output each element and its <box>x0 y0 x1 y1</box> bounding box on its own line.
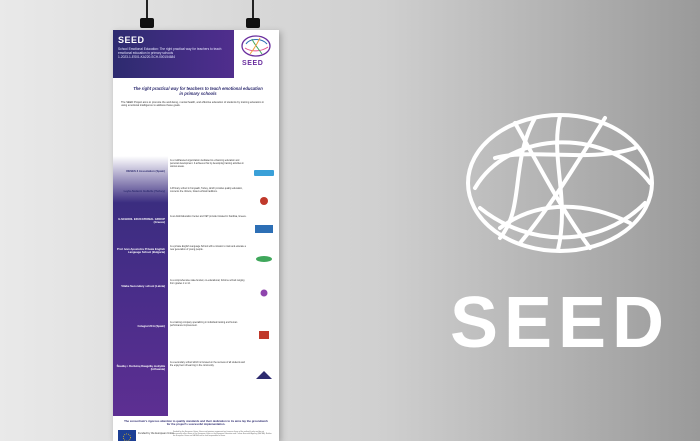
brand-logo-text: SEED <box>449 283 671 363</box>
partner-logo <box>253 221 275 231</box>
partner-description: Is an Adult Education Center and VET provider located in Karditsa, Greece. <box>170 216 247 218</box>
partner-logo <box>253 327 275 337</box>
poster-logo <box>234 30 279 78</box>
eu-flag-icon <box>118 430 136 441</box>
partner-logo <box>253 193 275 203</box>
partner-description: Is a comprehensive state-funded, co-educational, full-time school ranging from grades 1 to 12. <box>170 280 245 285</box>
brain-logo-icon <box>234 30 279 62</box>
partner-logo <box>253 367 275 377</box>
partner-name: Leyla Akdeniz Gullullu (Turkey) <box>123 189 165 193</box>
partner-logo <box>253 251 275 261</box>
partner-logo <box>253 285 275 295</box>
binder-clip-icon <box>140 0 154 30</box>
partner-description: Is a multifaceted organization dedicated to enhancing education and personal development. It achieves this by developing training activities in various areas. <box>170 160 244 168</box>
binder-clip-icon <box>246 0 260 30</box>
partner-description: Is a secondary school which is focused on the success of all students and the enjoyment of learning in the community. <box>170 362 245 367</box>
partner-name: DESES 3 Association (Spain) <box>126 169 165 173</box>
brain-logo-icon <box>440 88 680 278</box>
partner-name: Šiaulių r. Kuršėnų Daugėlių mokykla (Lithuania) <box>116 364 165 372</box>
poster-subtitle <box>118 47 228 59</box>
poster-intro: The SEED Project aims to promote the well-being, mental health, and effective education of students by training educators in using emotional intelligence to address these goals. <box>121 101 265 108</box>
eu-funding-label: Funded by the European Union <box>138 432 175 435</box>
project-id: 1-2023-1-ES01-KA220-SCH-000154684 <box>118 55 176 59</box>
partner-description: A Primary school in Konyaalti, Turkey, which provides quality education, concerns the citizens, fosters ethical traditions. <box>170 188 243 193</box>
partner-logo <box>253 165 275 175</box>
poster-footer-text: The consortium's rigorous attention to quality standards and their dedication to its aims lay the groundwork for the project's successful implementation. <box>124 419 268 427</box>
partner-name: Prof. Ivan Apostolov Private English Language School (Bulgaria) <box>116 247 165 255</box>
partner-description: Is a private English Language School with a mission to train and educate a new generation of young people. <box>170 246 246 251</box>
partner-name: E-SCHOOL EDUCATIONAL GROUP (Greece) <box>118 217 165 225</box>
partner-name: Vilabe Secondary school (Latvia) <box>121 284 165 288</box>
partner-description: Is a training company specializing in individual training and human performance improvement. <box>170 322 238 327</box>
poster-logo-text: SEED <box>242 60 264 67</box>
poster-title: SEED <box>118 35 145 45</box>
subtitle-text: School Emotional Education: The right practical way for teachers to teach emotional education in primary schools <box>118 47 222 55</box>
poster <box>113 30 279 441</box>
disclaimer: Funded by the European Union. Views and opinions expressed are however those of the author(s) only and do not necessarily reflect those of the European Union or the European Education and Culture Executive Agency (EACEA). Neither the European Union nor EACEA can be held responsible for them. <box>173 431 272 438</box>
partner-name: Colegiul 2CA (Spain) <box>137 324 165 328</box>
poster-heading: The right practical way for teachers to teach emotional education in primary schools <box>133 86 263 96</box>
